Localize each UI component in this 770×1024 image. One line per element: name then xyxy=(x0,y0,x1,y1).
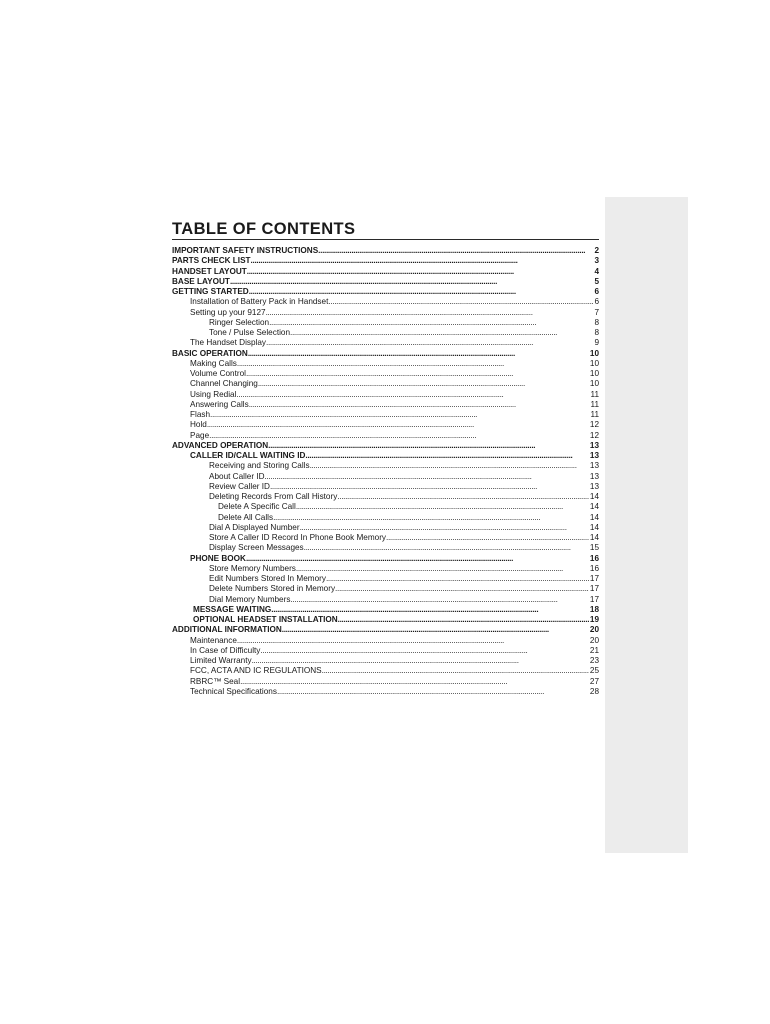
toc-entry-label: Technical Specifications xyxy=(190,686,277,696)
dot-leader xyxy=(304,543,589,553)
toc-entry-page: 11 xyxy=(590,399,599,409)
toc-entry-page: 17 xyxy=(589,594,599,604)
toc-entry-label: FCC, ACTA AND IC REGULATIONS xyxy=(190,666,322,676)
toc-entry xyxy=(172,256,599,266)
toc-entry xyxy=(172,677,599,687)
dot-leader xyxy=(210,410,589,420)
toc-entry-label: Receiving and Storing Calls xyxy=(209,461,310,471)
toc-entry xyxy=(172,297,599,307)
toc-entry xyxy=(172,379,599,389)
dot-leader xyxy=(296,502,589,512)
toc-entry-label: Review Caller ID xyxy=(209,481,270,491)
toc-entry xyxy=(172,646,599,656)
toc-entry xyxy=(172,554,599,564)
toc-entry xyxy=(172,625,599,635)
toc-entry xyxy=(172,564,599,574)
dot-leader xyxy=(273,513,589,523)
toc-entry-page: 7 xyxy=(594,307,599,317)
toc-entry-label: ADDITIONAL INFORMATION xyxy=(172,625,282,635)
dot-leader xyxy=(246,554,589,564)
dot-leader xyxy=(318,246,593,256)
toc-entry-page: 20 xyxy=(589,635,599,645)
toc-entry xyxy=(172,615,599,625)
toc-entry-label: Flash xyxy=(190,410,211,419)
toc-entry-page: 28 xyxy=(589,686,599,696)
toc-entry xyxy=(172,533,599,543)
toc-entry-label: BASIC OPERATION xyxy=(172,348,248,358)
toc-entry-label: Store Memory Numbers xyxy=(209,563,296,573)
title-divider xyxy=(172,239,599,240)
side-panel xyxy=(605,197,688,853)
toc-entry-label: Display Screen Messages xyxy=(209,543,304,553)
toc-entry-page: 9 xyxy=(594,338,599,348)
dot-leader xyxy=(326,574,589,584)
dot-leader xyxy=(277,687,589,697)
toc-entry xyxy=(172,523,599,533)
toc-entry-label: Delete A Specific Call xyxy=(218,502,296,512)
toc-entry xyxy=(172,318,599,328)
dot-leader xyxy=(236,390,589,400)
toc-entry-page: 13 xyxy=(589,461,599,471)
toc-entry-page: 18 xyxy=(589,604,599,614)
toc-entry-label: Using Redial xyxy=(190,389,237,399)
toc-entry-page: 10 xyxy=(589,379,599,389)
toc-entry xyxy=(172,308,599,318)
toc-entry xyxy=(172,338,599,348)
toc-entry-label: Setting up your 9127 xyxy=(190,307,266,317)
toc-entry-page: 12 xyxy=(589,420,599,430)
toc-entry-page: 2 xyxy=(594,246,599,255)
toc-entry-page: 6 xyxy=(594,287,599,296)
toc-entry-page: 19 xyxy=(589,615,599,624)
toc-entry xyxy=(172,277,599,287)
toc-entry-label: GETTING STARTED xyxy=(172,287,249,296)
toc-entry xyxy=(172,492,599,502)
toc-entry-label: Tone / Pulse Selection xyxy=(209,328,291,337)
toc-entry-page: 13 xyxy=(589,471,599,481)
dot-leader xyxy=(296,564,589,574)
toc-entry-label: Maintenance xyxy=(190,635,237,645)
toc-entry-page: 11 xyxy=(590,389,599,399)
table-of-contents xyxy=(172,219,599,697)
dot-leader xyxy=(300,523,589,533)
toc-entry xyxy=(172,574,599,584)
toc-entry-label: IMPORTANT SAFETY INSTRUCTIONS xyxy=(172,246,319,255)
toc-entry xyxy=(172,605,599,615)
dot-leader xyxy=(247,267,594,277)
toc-entry-label: PHONE BOOK xyxy=(190,553,246,563)
dot-leader xyxy=(237,636,589,646)
toc-entry-label: About Caller ID xyxy=(209,471,265,481)
dot-leader xyxy=(335,584,589,594)
toc-entry-page: 17 xyxy=(589,574,599,583)
toc-entry xyxy=(172,482,599,492)
toc-entry-page: 14 xyxy=(589,522,599,532)
toc-entry xyxy=(172,287,599,297)
toc-entry-page: 14 xyxy=(589,492,599,501)
toc-entry-page: 20 xyxy=(589,625,599,635)
toc-entry xyxy=(172,246,599,256)
toc-entry-label: Store A Caller ID Record In Phone Book Memory xyxy=(209,533,387,542)
toc-entry xyxy=(172,451,599,461)
toc-entry-label: CALLER ID/CALL WAITING ID xyxy=(190,451,306,460)
dot-leader xyxy=(260,646,589,656)
toc-entry-label: PARTS CHECK LIST xyxy=(172,256,251,266)
dot-leader xyxy=(209,431,589,441)
toc-entry-page: 13 xyxy=(589,451,599,460)
dot-leader xyxy=(266,338,593,348)
toc-entry-label: ADVANCED OPERATION xyxy=(172,440,269,450)
toc-entry-page: 12 xyxy=(589,430,599,440)
dot-leader xyxy=(282,625,589,635)
dot-leader xyxy=(271,605,589,615)
toc-title: TABLE OF CONTENTS xyxy=(172,220,356,238)
dot-leader xyxy=(258,379,589,389)
toc-entry-label: RBRC™ Seal xyxy=(190,676,241,686)
dot-leader xyxy=(240,677,589,687)
toc-entry-label: Ringer Selection xyxy=(209,317,270,327)
dot-leader xyxy=(338,615,589,625)
toc-entry-page: 14 xyxy=(589,502,599,512)
dot-leader xyxy=(237,359,589,369)
toc-entry xyxy=(172,595,599,605)
toc-entry xyxy=(172,267,599,277)
dot-leader xyxy=(230,277,594,287)
dot-leader xyxy=(265,472,589,482)
toc-entry-page: 10 xyxy=(589,369,599,378)
toc-entry-page: 8 xyxy=(594,317,599,327)
dot-leader xyxy=(328,297,593,307)
toc-entry xyxy=(172,472,599,482)
toc-entry-page: 16 xyxy=(589,553,599,563)
toc-entry-page: 21 xyxy=(589,645,599,655)
toc-entry xyxy=(172,441,599,451)
toc-entry-label: Making Calls xyxy=(190,358,237,368)
toc-entry-label: OPTIONAL HEADSET INSTALLATION xyxy=(193,615,338,624)
toc-entry-label: Page xyxy=(190,430,210,440)
toc-entry xyxy=(172,410,599,420)
toc-entry xyxy=(172,390,599,400)
dot-leader xyxy=(269,318,593,328)
dot-leader xyxy=(290,328,593,338)
dot-leader xyxy=(322,666,589,676)
toc-entry-page: 14 xyxy=(589,533,599,542)
toc-entry-label: Limited Warranty xyxy=(190,656,252,665)
toc-list xyxy=(172,246,599,697)
toc-entry-page: 10 xyxy=(589,358,599,368)
toc-entry-label: Delete All Calls xyxy=(218,512,274,522)
toc-entry-page: 3 xyxy=(594,256,599,266)
toc-entry-page: 6 xyxy=(594,297,599,307)
toc-entry-page: 16 xyxy=(589,563,599,573)
toc-entry-page: 17 xyxy=(589,584,599,594)
dot-leader xyxy=(249,400,590,410)
toc-entry xyxy=(172,400,599,410)
toc-entry xyxy=(172,369,599,379)
dot-leader xyxy=(252,656,589,666)
toc-entry-label: Answering Calls xyxy=(190,399,249,409)
dot-leader xyxy=(251,256,594,266)
toc-entry xyxy=(172,502,599,512)
toc-entry-label: Hold xyxy=(190,420,207,430)
toc-entry-label: Delete Numbers Stored in Memory xyxy=(209,584,336,594)
toc-entry-label: In Case of Difficulty xyxy=(190,645,261,655)
toc-entry-page: 5 xyxy=(594,276,599,286)
toc-entry-page: 15 xyxy=(589,543,599,553)
toc-entry-label: The Handset Display xyxy=(190,338,266,348)
toc-entry xyxy=(172,359,599,369)
toc-entry-label: Dial Memory Numbers xyxy=(209,594,291,604)
toc-entry xyxy=(172,513,599,523)
toc-entry xyxy=(172,461,599,471)
toc-entry-page: 14 xyxy=(589,512,599,522)
toc-entry xyxy=(172,328,599,338)
toc-entry-page: 4 xyxy=(594,266,599,276)
dot-leader xyxy=(305,451,589,461)
toc-entry xyxy=(172,687,599,697)
dot-leader xyxy=(207,420,589,430)
toc-entry xyxy=(172,666,599,676)
toc-entry xyxy=(172,656,599,666)
toc-entry-label: Installation of Battery Pack in Handset xyxy=(190,297,329,307)
toc-entry-label: Dial A Displayed Number xyxy=(209,522,300,532)
toc-entry-page: 23 xyxy=(589,656,599,665)
toc-entry-label: BASE LAYOUT xyxy=(172,276,230,286)
toc-entry-label: Edit Numbers Stored In Memory xyxy=(209,574,326,583)
dot-leader xyxy=(290,595,588,605)
toc-entry xyxy=(172,543,599,553)
dot-leader xyxy=(266,308,594,318)
toc-entry-label: HANDSET LAYOUT xyxy=(172,266,247,276)
toc-entry-page: 25 xyxy=(589,666,599,676)
toc-entry xyxy=(172,420,599,430)
dot-leader xyxy=(249,287,594,297)
dot-leader xyxy=(268,441,589,451)
toc-entry xyxy=(172,349,599,359)
dot-leader xyxy=(248,349,589,359)
dot-leader xyxy=(310,461,589,471)
toc-entry-page: 13 xyxy=(589,440,599,450)
toc-entry-label: Deleting Records From Call History xyxy=(209,492,338,501)
toc-entry xyxy=(172,584,599,594)
toc-entry-page: 8 xyxy=(594,328,599,337)
toc-entry-page: 13 xyxy=(589,481,599,491)
dot-leader xyxy=(337,492,589,502)
dot-leader xyxy=(386,533,589,543)
toc-entry-page: 10 xyxy=(589,348,599,358)
toc-entry-page: 27 xyxy=(589,676,599,686)
dot-leader xyxy=(246,369,589,379)
toc-entry-page: 11 xyxy=(590,410,599,419)
toc-entry xyxy=(172,636,599,646)
toc-entry-label: MESSAGE WAITING xyxy=(193,604,272,614)
dot-leader xyxy=(270,482,589,492)
toc-entry xyxy=(172,431,599,441)
toc-entry-label: Volume Control xyxy=(190,369,246,378)
toc-entry-label: Channel Changing xyxy=(190,379,258,389)
